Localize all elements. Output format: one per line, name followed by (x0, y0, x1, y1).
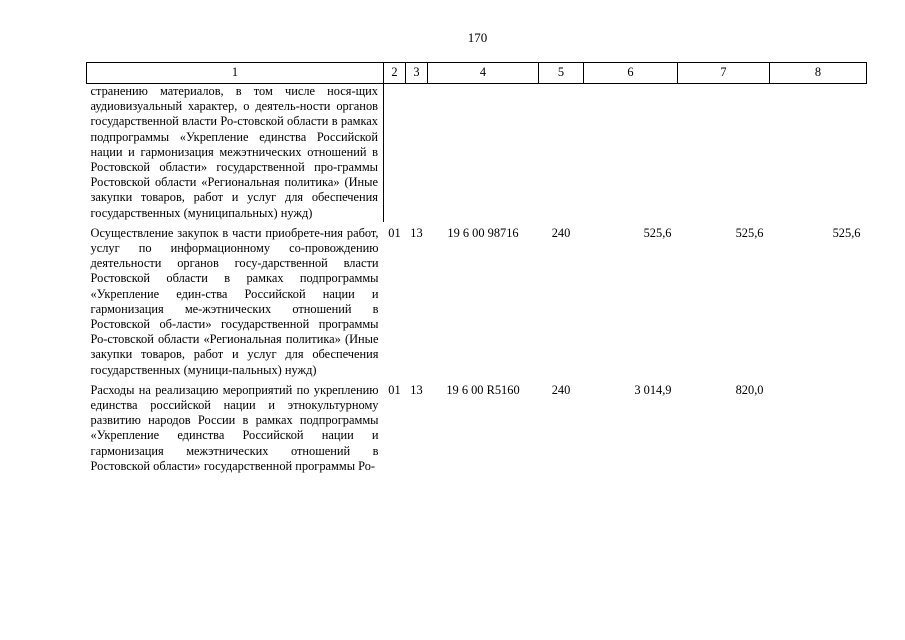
table-header-cell: 8 (770, 63, 867, 84)
table-header-row (87, 63, 867, 84)
row-description: странению материалов, в том числе нося-щих аудиовизуальный характер, о деятель-ности органов государственной власти Ро-стовской области в рамках подпрограммы «Укрепление единства Российской нации и гармонизация межэтнических отношений в Ростовской области» государственной про-граммы Ростовской области «Региональная политика» (Иные закупки товаров, работ и услуг для обеспечения государственных (муниципальных) нужд) (87, 84, 384, 222)
table-header-cell: 6 (584, 63, 678, 84)
row-amount-year1: 525,6 (643, 225, 672, 240)
page-number: 170 (467, 30, 488, 45)
budget-table (86, 62, 867, 475)
row-subsection: 13 (410, 382, 423, 397)
table-row (87, 222, 867, 379)
row-amount-year2: 820,0 (735, 382, 764, 397)
table-header-cell: 2 (384, 63, 406, 84)
row-subsection (406, 84, 428, 222)
row-amount-year2: 525,6 (735, 225, 764, 240)
row-section (384, 84, 406, 222)
table-header-cell: 4 (428, 63, 539, 84)
row-section: 01 (388, 225, 401, 240)
row-amount-year2 (678, 84, 770, 222)
table-header-cell: 5 (539, 63, 584, 84)
row-expense-type (539, 84, 584, 222)
row-amount-year1: 3 014,9 (634, 382, 672, 397)
row-description: Осуществление закупок в части приобрете-ния работ, услуг по информационному со-провождению деятельности органов госу-дарственной власти Ростовской области в рамках подпрограммы «Укрепление един-ства Российской нации и гармонизация ме-жэтнических отношений в Ростовской об-ласти» государственной программы Ро-стовской области «Региональная политика» (Иные закупки товаров, работ и услуг для обеспечения государственных (муници-пальных) нужд) (90, 225, 379, 377)
row-description: Расходы на реализацию мероприятий по укреплению единства российской нации и этнокультурному развитию народов России в рамках подпрограммы «Укрепление единства Российской нации и гармонизация межэтнических отношений в Ростовской области» государственной программы Ро- (90, 382, 379, 473)
row-expense-type: 240 (551, 382, 571, 397)
table-row (87, 379, 867, 475)
row-amount-year3 (770, 84, 867, 222)
table-header-cell: 7 (678, 63, 770, 84)
table-row (87, 84, 867, 222)
row-subsection: 13 (410, 225, 423, 240)
row-section: 01 (388, 382, 401, 397)
row-amount-year3 (770, 379, 867, 475)
row-target-article: 19 6 00 R5160 (446, 382, 520, 397)
row-target-article (428, 84, 539, 222)
table-header-cell: 3 (406, 63, 428, 84)
row-amount-year3: 525,6 (832, 225, 861, 240)
row-target-article: 19 6 00 98716 (447, 225, 519, 240)
row-amount-year1 (584, 84, 678, 222)
table-header-cell: 1 (87, 63, 384, 84)
row-expense-type: 240 (551, 225, 571, 240)
